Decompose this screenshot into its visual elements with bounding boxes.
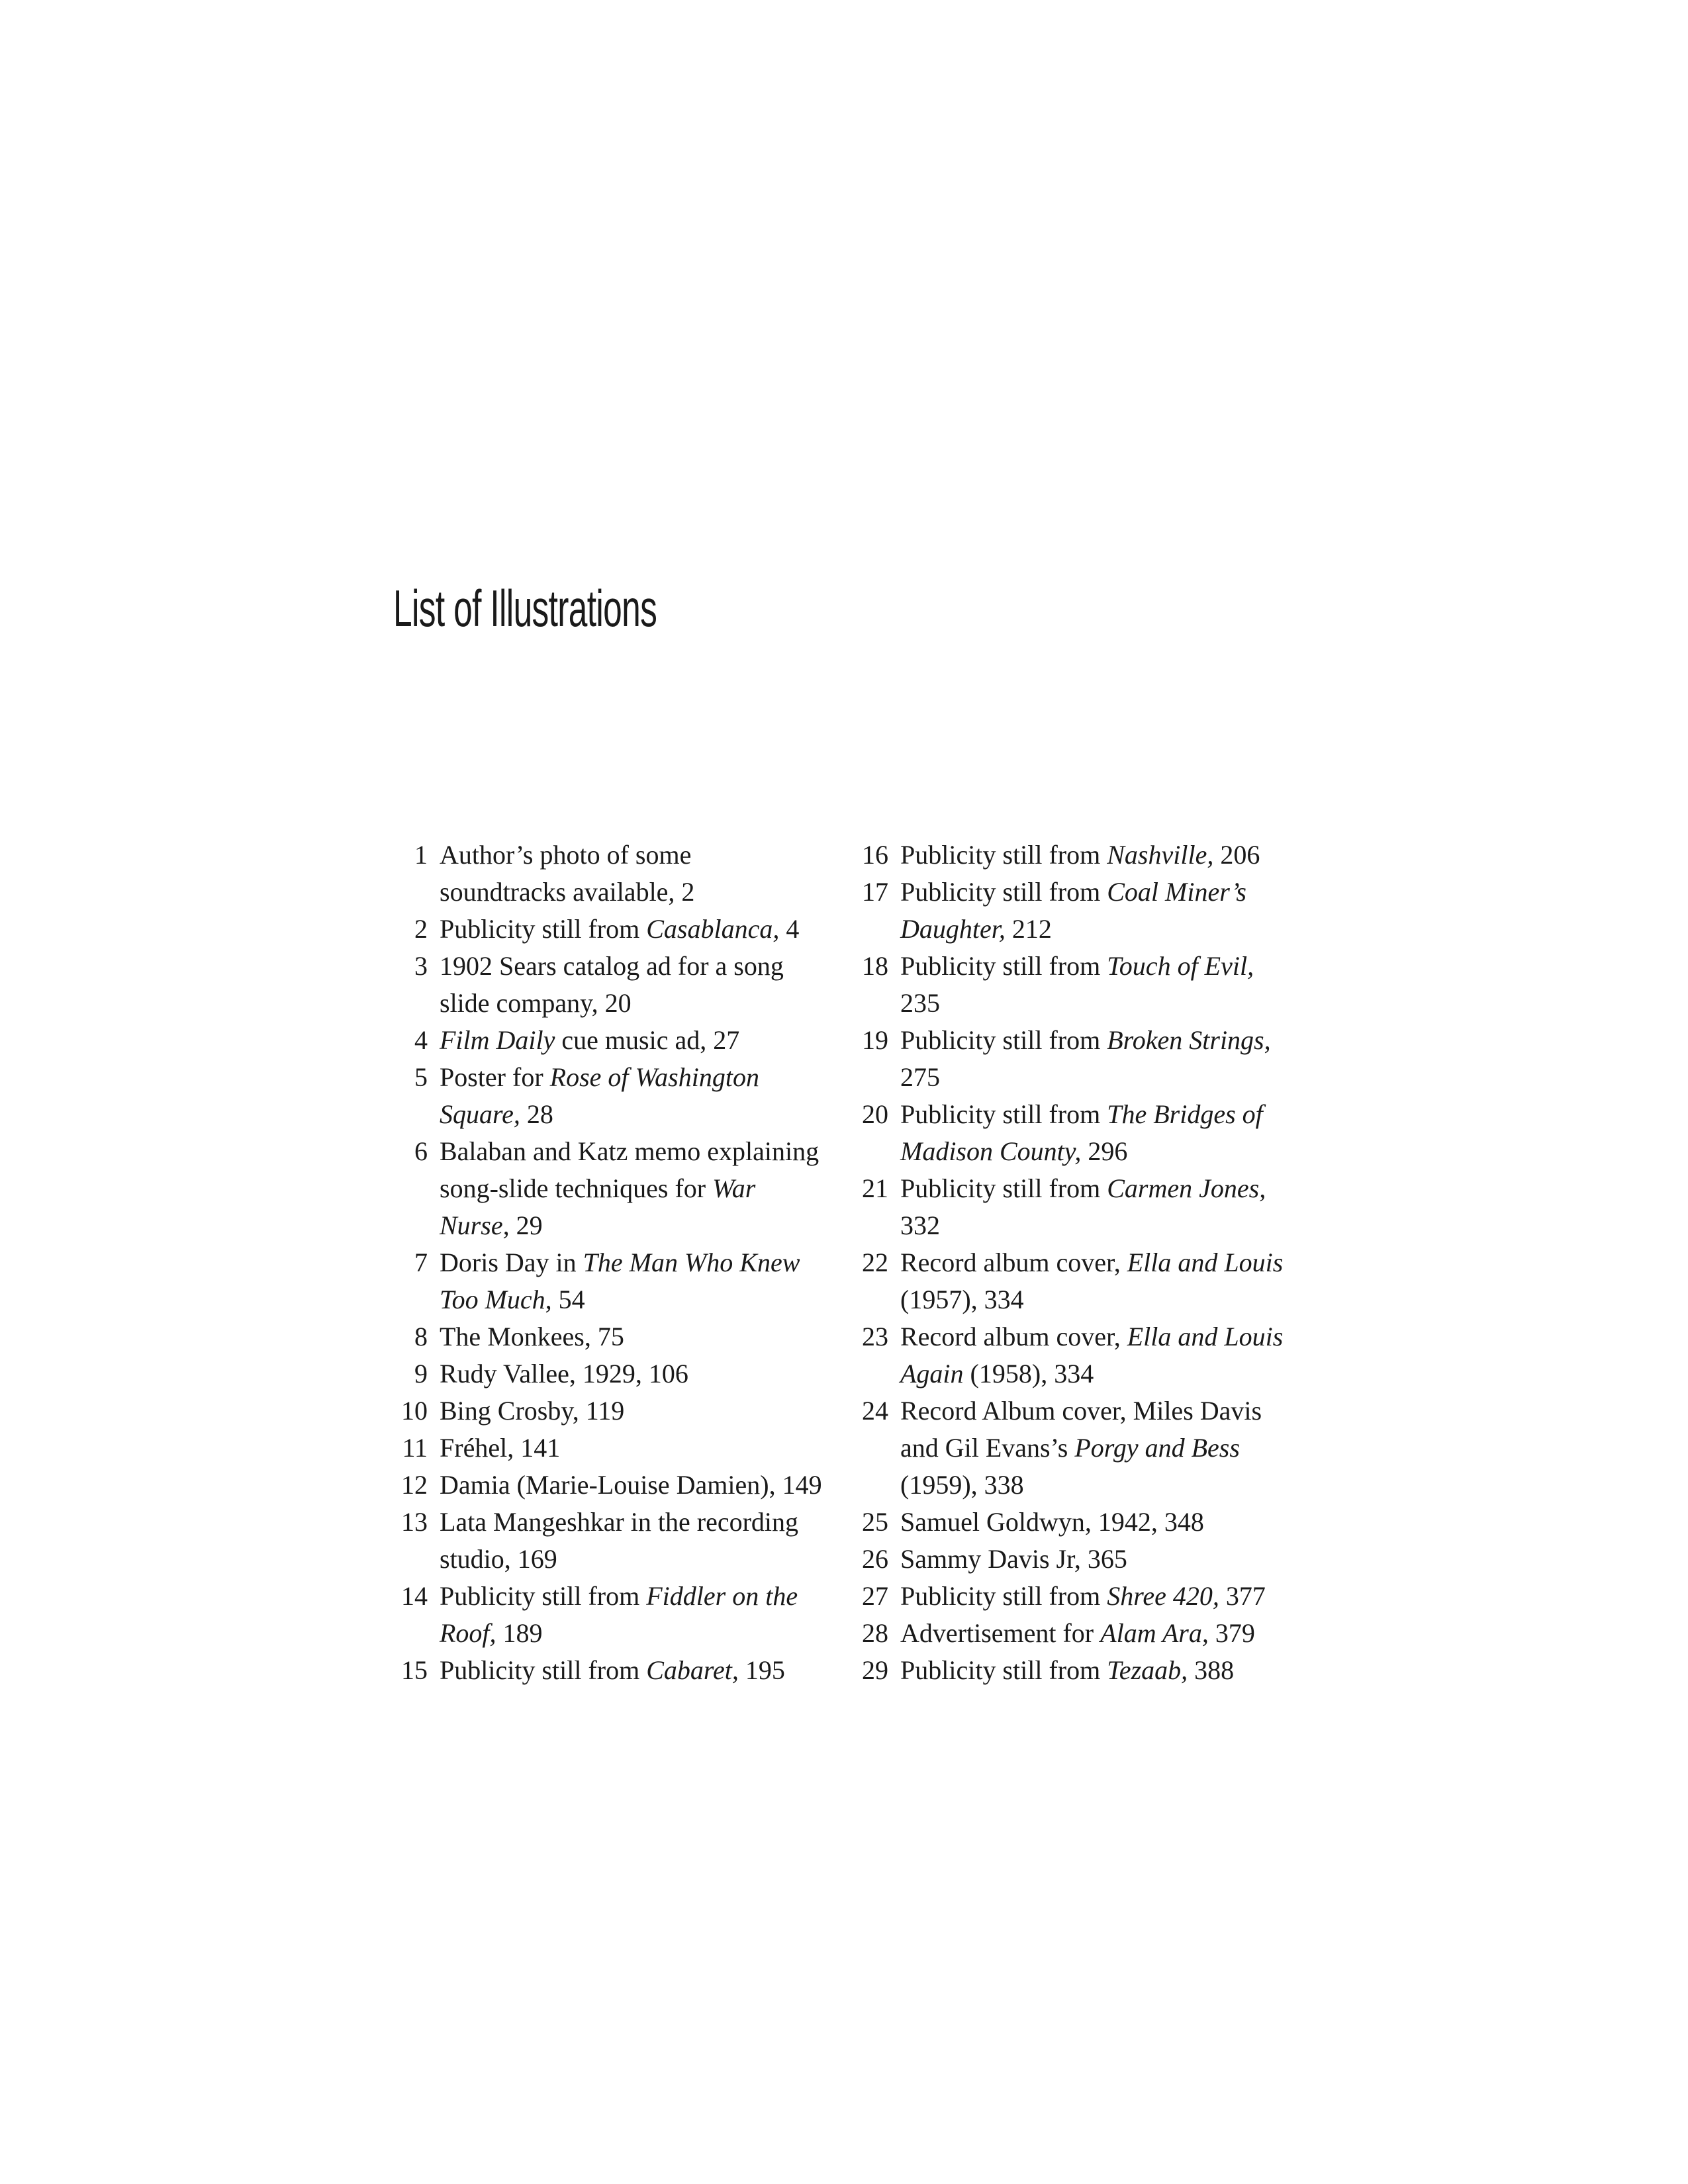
caption-text: Publicity still from [900, 1099, 1107, 1129]
list-item [854, 1578, 1284, 1615]
caption-text: Publicity still from [440, 1655, 647, 1685]
illustration-caption [900, 837, 1284, 874]
illustration-number: 1 [414, 840, 428, 870]
caption-text: (1959), 338 [900, 1470, 1024, 1500]
illustration-caption [900, 1392, 1284, 1504]
caption-text: 4 [779, 914, 800, 944]
illustration-caption [440, 1504, 823, 1578]
illustrations-list-left [393, 837, 823, 1689]
caption-text: Poster for [440, 1062, 550, 1092]
caption-text: Doris Day in [440, 1248, 583, 1277]
illustration-number: 8 [414, 1322, 428, 1351]
illustration-caption [900, 1244, 1284, 1318]
caption-text: Publicity still from [900, 1173, 1107, 1203]
illustration-number: 19 [862, 1025, 888, 1055]
caption-text: Samuel Goldwyn, 1942, 348 [900, 1507, 1204, 1537]
illustration-caption [440, 1059, 823, 1133]
list-item [393, 911, 823, 948]
caption-title-italic: Film Daily [440, 1025, 555, 1055]
list-item [393, 1652, 823, 1689]
illustration-caption [900, 1578, 1284, 1615]
illustration-number: 9 [414, 1359, 428, 1388]
caption-title-italic: Cabaret, [646, 1655, 739, 1685]
caption-text: 377 [1219, 1581, 1266, 1611]
caption-title-italic: The Man Who Knew Too Much, [440, 1248, 800, 1314]
illustration-number: 15 [401, 1655, 428, 1685]
caption-title-italic: The Bridges of Madison County, [900, 1099, 1263, 1166]
caption-text: Fréhel, 141 [440, 1433, 561, 1463]
illustration-number: 12 [401, 1470, 428, 1500]
illustration-caption [440, 911, 823, 948]
list-item [393, 1133, 823, 1244]
illustration-caption [900, 874, 1284, 948]
illustration-number: 5 [414, 1062, 428, 1092]
caption-title-italic: Carmen Jones, [1107, 1173, 1266, 1203]
illustration-number: 20 [862, 1099, 888, 1129]
illustration-caption [440, 1355, 823, 1392]
list-item [393, 1504, 823, 1578]
list-item [393, 1392, 823, 1430]
illustration-caption [900, 1652, 1284, 1689]
list-item [393, 837, 823, 911]
list-item [854, 1541, 1284, 1578]
illustration-number: 6 [414, 1136, 428, 1166]
list-item [393, 1022, 823, 1059]
caption-text: 1902 Sears catalog ad for a song slide company, 20 [440, 951, 784, 1018]
illustration-number: 7 [414, 1248, 428, 1277]
list-item [393, 1059, 823, 1133]
illustration-caption [440, 1133, 823, 1244]
list-item [854, 1392, 1284, 1504]
illustration-number: 14 [401, 1581, 428, 1611]
caption-text: 195 [738, 1655, 785, 1685]
caption-title-italic: Fiddler on the Roof, [440, 1581, 798, 1648]
illustration-caption [900, 1504, 1284, 1541]
caption-text: Rudy Vallee, 1929, 106 [440, 1359, 688, 1388]
list-item [854, 1615, 1284, 1652]
caption-text: Record Album cover, Miles Davis and Gil Evans’s [900, 1396, 1262, 1463]
list-item [854, 1652, 1284, 1689]
caption-text: 206 [1213, 840, 1260, 870]
caption-title-italic: Tezaab, [1107, 1655, 1188, 1685]
caption-text: Publicity still from [900, 1025, 1107, 1055]
caption-title-italic: Ella and Louis [1127, 1248, 1284, 1277]
list-item [393, 1578, 823, 1652]
illustration-number: 4 [414, 1025, 428, 1055]
list-item [393, 1430, 823, 1467]
list-item [393, 1244, 823, 1318]
list-item [854, 1504, 1284, 1541]
illustration-number: 27 [862, 1581, 888, 1611]
caption-text: 212 [1005, 914, 1052, 944]
caption-text: (1958), 334 [963, 1359, 1094, 1388]
list-item [393, 1318, 823, 1355]
caption-title-italic: War Nurse, [440, 1173, 756, 1240]
caption-text: Record album cover, [900, 1248, 1127, 1277]
illustration-number: 13 [401, 1507, 428, 1537]
illustration-caption [440, 1244, 823, 1318]
illustration-caption [900, 1096, 1284, 1170]
illustration-caption [900, 1615, 1284, 1652]
illustration-number: 24 [862, 1396, 888, 1426]
illustration-caption [440, 1022, 823, 1059]
caption-text: 379 [1208, 1618, 1255, 1648]
list-item [854, 837, 1284, 874]
caption-text: cue music ad, 27 [555, 1025, 740, 1055]
illustration-caption [440, 837, 823, 911]
caption-text: Publicity still from [900, 1581, 1107, 1611]
illustration-number: 2 [414, 914, 428, 944]
illustration-number: 29 [862, 1655, 888, 1685]
caption-text: Balaban and Katz memo explaining song-slide techniques for [440, 1136, 820, 1203]
caption-text: Publicity still from [440, 1581, 647, 1611]
page-title: List of Illustrations [393, 579, 657, 637]
illustration-number: 3 [414, 951, 428, 981]
caption-title-italic: Shree 420, [1107, 1581, 1219, 1611]
caption-title-italic: Alam Ara, [1100, 1618, 1209, 1648]
list-item [393, 1467, 823, 1504]
caption-text: Advertisement for [900, 1618, 1101, 1648]
list-item [393, 1355, 823, 1392]
caption-text: Publicity still from [900, 951, 1107, 981]
caption-text: Bing Crosby, 119 [440, 1396, 625, 1426]
list-item [854, 874, 1284, 948]
caption-text: 29 [509, 1210, 543, 1240]
list-item [854, 1170, 1284, 1244]
caption-text: 235 [900, 988, 940, 1018]
caption-title-italic: Casablanca, [646, 914, 780, 944]
illustration-caption [440, 948, 823, 1022]
caption-title-italic: Coal Miner’s Daughter, [900, 877, 1246, 944]
caption-text: Author’s photo of some soundtracks available, 2 [440, 840, 695, 907]
caption-text: 296 [1081, 1136, 1128, 1166]
illustration-caption [440, 1652, 823, 1689]
caption-text: 332 [900, 1210, 940, 1240]
illustration-number: 23 [862, 1322, 888, 1351]
caption-text: 28 [520, 1099, 553, 1129]
caption-text: 388 [1188, 1655, 1235, 1685]
list-item [854, 1244, 1284, 1318]
illustration-number: 17 [862, 877, 888, 907]
caption-title-italic: Nashville, [1107, 840, 1214, 870]
illustrations-list-right [854, 837, 1284, 1689]
caption-title-italic: Porgy and Bess [1074, 1433, 1240, 1463]
illustration-number: 25 [862, 1507, 888, 1537]
caption-text: Publicity still from [900, 877, 1107, 907]
caption-text: Publicity still from [900, 840, 1107, 870]
illustration-caption [900, 1541, 1284, 1578]
caption-text: (1957), 334 [900, 1285, 1024, 1314]
illustration-number: 22 [862, 1248, 888, 1277]
caption-text: 189 [496, 1618, 543, 1648]
illustration-caption [900, 1318, 1284, 1392]
illustration-caption [900, 948, 1284, 1022]
illustration-number: 28 [862, 1618, 888, 1648]
list-item [393, 948, 823, 1022]
caption-text: Record album cover, [900, 1322, 1127, 1351]
illustration-caption [440, 1578, 823, 1652]
caption-text: Sammy Davis Jr, 365 [900, 1544, 1127, 1574]
caption-title-italic: Rose of Washington Square, [440, 1062, 759, 1129]
illustration-number: 11 [402, 1433, 428, 1463]
list-item [854, 1096, 1284, 1170]
illustration-number: 21 [862, 1173, 888, 1203]
illustration-caption [900, 1022, 1284, 1096]
caption-text: The Monkees, 75 [440, 1322, 624, 1351]
illustration-caption [440, 1467, 823, 1504]
caption-title-italic: Touch of Evil, [1107, 951, 1254, 981]
caption-text: 275 [900, 1062, 940, 1092]
illustration-number: 26 [862, 1544, 888, 1574]
illustration-caption [440, 1318, 823, 1355]
illustration-number: 16 [862, 840, 888, 870]
caption-text: Publicity still from [900, 1655, 1107, 1685]
caption-text: Lata Mangeshkar in the recording studio, 169 [440, 1507, 799, 1574]
list-item [854, 1022, 1284, 1096]
illustration-caption [440, 1392, 823, 1430]
illustration-number: 18 [862, 951, 888, 981]
illustration-caption [440, 1430, 823, 1467]
caption-title-italic: Broken Strings, [1107, 1025, 1271, 1055]
illustration-number: 10 [401, 1396, 428, 1426]
caption-text: 54 [551, 1285, 585, 1314]
caption-title-italic: Ella and Louis Again [900, 1322, 1284, 1388]
illustration-caption [900, 1170, 1284, 1244]
caption-text: Damia (Marie-Louise Damien), 149 [440, 1470, 822, 1500]
list-item [854, 1318, 1284, 1392]
list-item [854, 948, 1284, 1022]
caption-text: Publicity still from [440, 914, 647, 944]
